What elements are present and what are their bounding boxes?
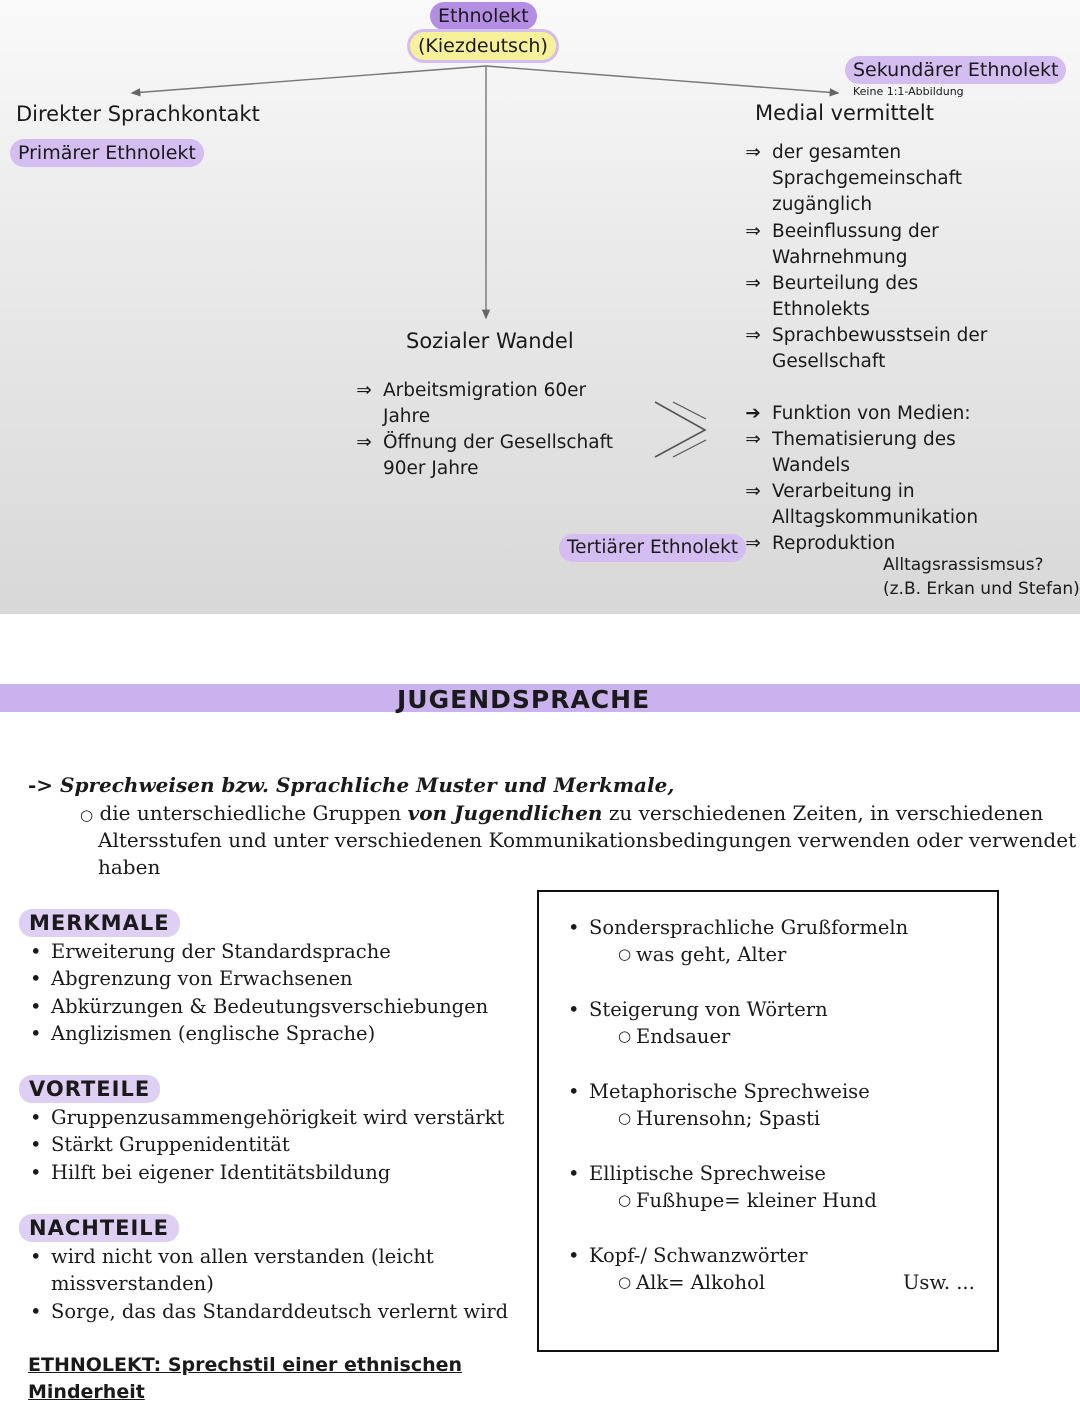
double-arrow-icon: ⇒ xyxy=(745,325,761,346)
ethnolekt-definition-line2: Minderheit xyxy=(28,1381,145,1403)
box-example: ○ Hurensohn; Spasti xyxy=(618,1107,821,1130)
merkmale-heading: MERKMALE xyxy=(19,909,180,937)
connector-right xyxy=(486,66,838,93)
double-arrow-icon: ⇒ xyxy=(745,142,761,163)
double-arrow-icon: ⇒ xyxy=(745,429,761,450)
media-point-2: ⇒ Thematisierung des Wandels xyxy=(772,427,956,479)
circle-bullet-icon: ○ xyxy=(80,806,94,824)
double-arrow-icon: ⇒ xyxy=(356,380,372,401)
definition-lead: -> Sprechweisen bzw. Sprachliche Muster und Merkmale, xyxy=(28,773,675,797)
root-kiezdeutsch-label: (Kiezdeutsch) xyxy=(410,32,556,60)
right-point-2: ⇒ Beeinflussung der Wahrnehmung xyxy=(772,219,939,271)
section-title: JUGENDSPRACHE xyxy=(397,685,651,714)
right-point-4: ⇒ Sprachbewusstsein der Gesellschaft xyxy=(772,323,987,375)
vorteile-item: • Stärkt Gruppenidentität xyxy=(30,1133,290,1156)
right-point-3: ⇒ Beurteilung des Ethnolekts xyxy=(772,271,918,323)
box-example: ○ was geht, Alter xyxy=(618,943,787,966)
double-arrow-icon: ⇒ xyxy=(356,432,372,453)
right-branch-title: Medial vermittelt xyxy=(755,101,934,125)
vorteile-heading: VORTEILE xyxy=(19,1075,160,1103)
racism-note: Alltagsrassismsus? (z.B. Erkan und Stefan) xyxy=(883,555,1080,599)
definition-line-3: haben xyxy=(98,855,161,879)
nachteile-item: • Sorge, das das Standarddeutsch verlernt wird xyxy=(30,1300,509,1323)
box-item: • Sondersprachliche Grußformeln xyxy=(568,916,909,939)
box-example: ○ Alk= Alkohol xyxy=(618,1271,766,1294)
connector-left xyxy=(132,66,486,93)
box-item: • Steigerung von Wörtern xyxy=(568,998,828,1021)
merkmale-item: • Abgrenzung von Erwachsenen xyxy=(30,967,353,990)
double-arrow-icon: ⇒ xyxy=(745,481,761,502)
ethnolekt-definition-line1: ETHNOLEKT: Sprechstil einer ethnischen xyxy=(28,1354,463,1376)
chevron-right-icon xyxy=(655,402,705,457)
media-point-3: ⇒ Verarbeitung in Alltagskommunikation xyxy=(772,479,978,531)
box-example: ○ Endsauer xyxy=(618,1025,731,1048)
box-item: • Kopf-/ Schwanzwörter xyxy=(568,1244,808,1267)
merkmale-item: • Abkürzungen & Bedeutungsverschiebungen xyxy=(30,995,489,1018)
tertiary-ethnolekt-tag: Tertiärer Ethnolekt xyxy=(559,534,746,562)
vorteile-item: • Hilft bei eigener Identitätsbildung xyxy=(30,1161,391,1184)
arrow-right-icon: ➔ xyxy=(745,403,761,424)
double-arrow-icon: ⇒ xyxy=(745,273,761,294)
box-example: ○ Fußhupe= kleiner Hund xyxy=(618,1189,877,1212)
secondary-ethnolekt-tag: Sekundärer Ethnolekt xyxy=(845,56,1066,84)
box-item: • Metaphorische Sprechweise xyxy=(568,1080,870,1103)
primary-ethnolekt-tag: Primärer Ethnolekt xyxy=(10,139,204,167)
merkmale-item: • Anglizismen (englische Sprache) xyxy=(30,1022,376,1045)
reproduction-point: ⇒ Reproduktion xyxy=(772,531,895,557)
nachteile-item-continued: missverstanden) xyxy=(51,1272,214,1295)
double-arrow-icon: ⇒ xyxy=(745,221,761,242)
center-branch-title: Sozialer Wandel xyxy=(406,329,574,353)
center-point-1: ⇒ Arbeitsmigration 60er Jahre xyxy=(383,378,586,430)
box-etc: Usw. ... xyxy=(903,1271,975,1294)
ethnolekt-diagram xyxy=(0,0,1080,614)
double-arrow-icon: ⇒ xyxy=(745,533,761,554)
vorteile-item: • Gruppenzusammengehörigkeit wird verstärkt xyxy=(30,1106,505,1129)
root-ethnolekt-label: Ethnolekt xyxy=(430,2,537,30)
nachteile-item: • wird nicht von allen verstanden (leicht xyxy=(30,1245,434,1268)
definition-subpoint: ○ die unterschiedliche Gruppen von Jugendlichen zu verschiedenen Zeiten, in verschiedenen xyxy=(80,801,1044,825)
center-point-2: ⇒ Öffnung der Gesellschaft 90er Jahre xyxy=(383,430,613,482)
merkmale-item: • Erweiterung der Standardsprache xyxy=(30,940,391,963)
right-point-1: ⇒ der gesamten Sprachgemeinschaft zugänglich xyxy=(772,140,962,218)
nachteile-heading: NACHTEILE xyxy=(19,1214,179,1242)
left-branch-title: Direkter Sprachkontakt xyxy=(16,102,260,126)
mapping-note: Keine 1:1-Abbildung xyxy=(853,85,964,98)
definition-line-2: Altersstufen und unter verschiedenen Kommunikationsbedingungen verwenden oder verwendet xyxy=(98,828,1077,852)
media-point-1: ➔ Funktion von Medien: xyxy=(772,401,971,427)
box-item: • Elliptische Sprechweise xyxy=(568,1162,826,1185)
